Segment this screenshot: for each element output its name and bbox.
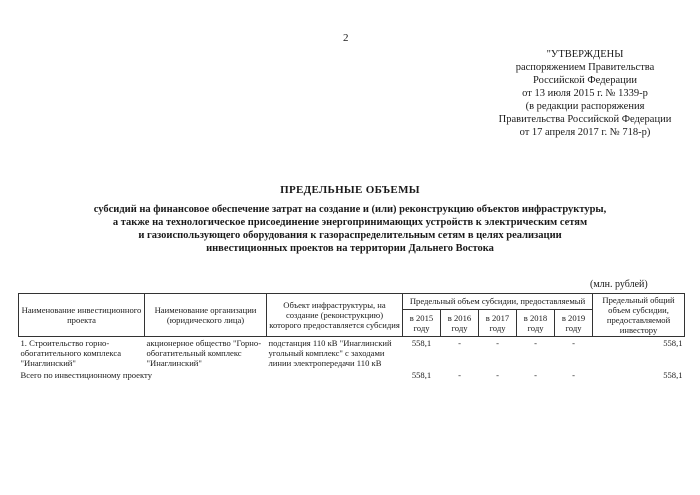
subtitle-line: и газоиспользующего оборудования к газораспределительным сетям в целях реализации xyxy=(138,230,562,241)
total-2016: - xyxy=(458,370,461,380)
total-2015: 558,1 xyxy=(411,370,432,380)
cell-object: подстанция 110 кВ "Инаглинский угольный комплекс" с заходами линии электропередачи 110 кВ xyxy=(268,338,392,368)
total-2017: - xyxy=(496,370,499,380)
header-total: Предельный общий объем субсидии, предоставляемой инвестору xyxy=(593,294,685,337)
header-year-2019: в 2019 году xyxy=(555,309,593,336)
units-label: (млн. рублей) xyxy=(590,279,648,290)
approval-line: Правительства Российской Федерации xyxy=(498,114,672,125)
cell-2018: - xyxy=(534,338,537,348)
total-label: Всего по инвестиционному проекту xyxy=(20,370,152,380)
header-year-2015: в 2015 году xyxy=(403,309,441,336)
header-project: Наименование инвестиционного проекта xyxy=(19,294,145,337)
header-limits-group: Предельный объем субсидии, предоставляемый xyxy=(403,294,593,310)
approval-line: (в редакции распоряжения xyxy=(525,101,645,112)
subtitle-line: инвестиционных проектов на территории Дальнего Востока xyxy=(206,243,494,254)
cell-2017: - xyxy=(496,338,499,348)
header-year-2018: в 2018 году xyxy=(517,309,555,336)
document-subtitle xyxy=(40,203,660,255)
table-row xyxy=(19,337,685,370)
subtitle-line: субсидий на финансовое обеспечение затрат на создание и (или) реконструкцию объектов инфраструктуры, xyxy=(93,204,607,215)
header-object: Объект инфраструктуры, на создание (реконструкцию) которого предоставляется субсидия xyxy=(267,294,403,337)
total-2019: - xyxy=(572,370,575,380)
cell-total: 558,1 xyxy=(663,338,683,348)
approval-stamp xyxy=(480,48,690,139)
document-title: ПРЕДЕЛЬНЫЕ ОБЪЕМЫ xyxy=(280,184,420,196)
header-year-2017: в 2017 году xyxy=(479,309,517,336)
cell-project: 1. Строительство горно-обогатительного комплекса "Инаглинский" xyxy=(20,338,122,368)
approval-line: распоряжением Правительства xyxy=(515,62,655,73)
cell-2015: 558,1 xyxy=(411,338,432,348)
approval-line: Российской Федерации xyxy=(533,75,637,86)
total-2018: - xyxy=(534,370,537,380)
approval-line: "УТВЕРЖДЕНЫ xyxy=(546,49,624,60)
page-number: 2 xyxy=(343,32,349,44)
cell-2016: - xyxy=(458,338,461,348)
total-row xyxy=(19,369,685,381)
subtitle-line: а также на технологическое присоединение энергопринимающих устройств к электрическим сетям xyxy=(112,217,588,228)
total-sum: 558,1 xyxy=(663,370,683,380)
cell-organization: акционерное общество "Горно-обогатительный комплекс "Инаглинский" xyxy=(146,338,262,368)
header-organization: Наименование организации (юридического лица) xyxy=(145,294,267,337)
subsidy-table xyxy=(18,293,685,381)
header-year-2016: в 2016 году xyxy=(441,309,479,336)
approval-line: от 13 июля 2015 г. № 1339-р xyxy=(522,88,648,99)
cell-2019: - xyxy=(572,338,575,348)
approval-line: от 17 апреля 2017 г. № 718-р) xyxy=(519,127,651,138)
